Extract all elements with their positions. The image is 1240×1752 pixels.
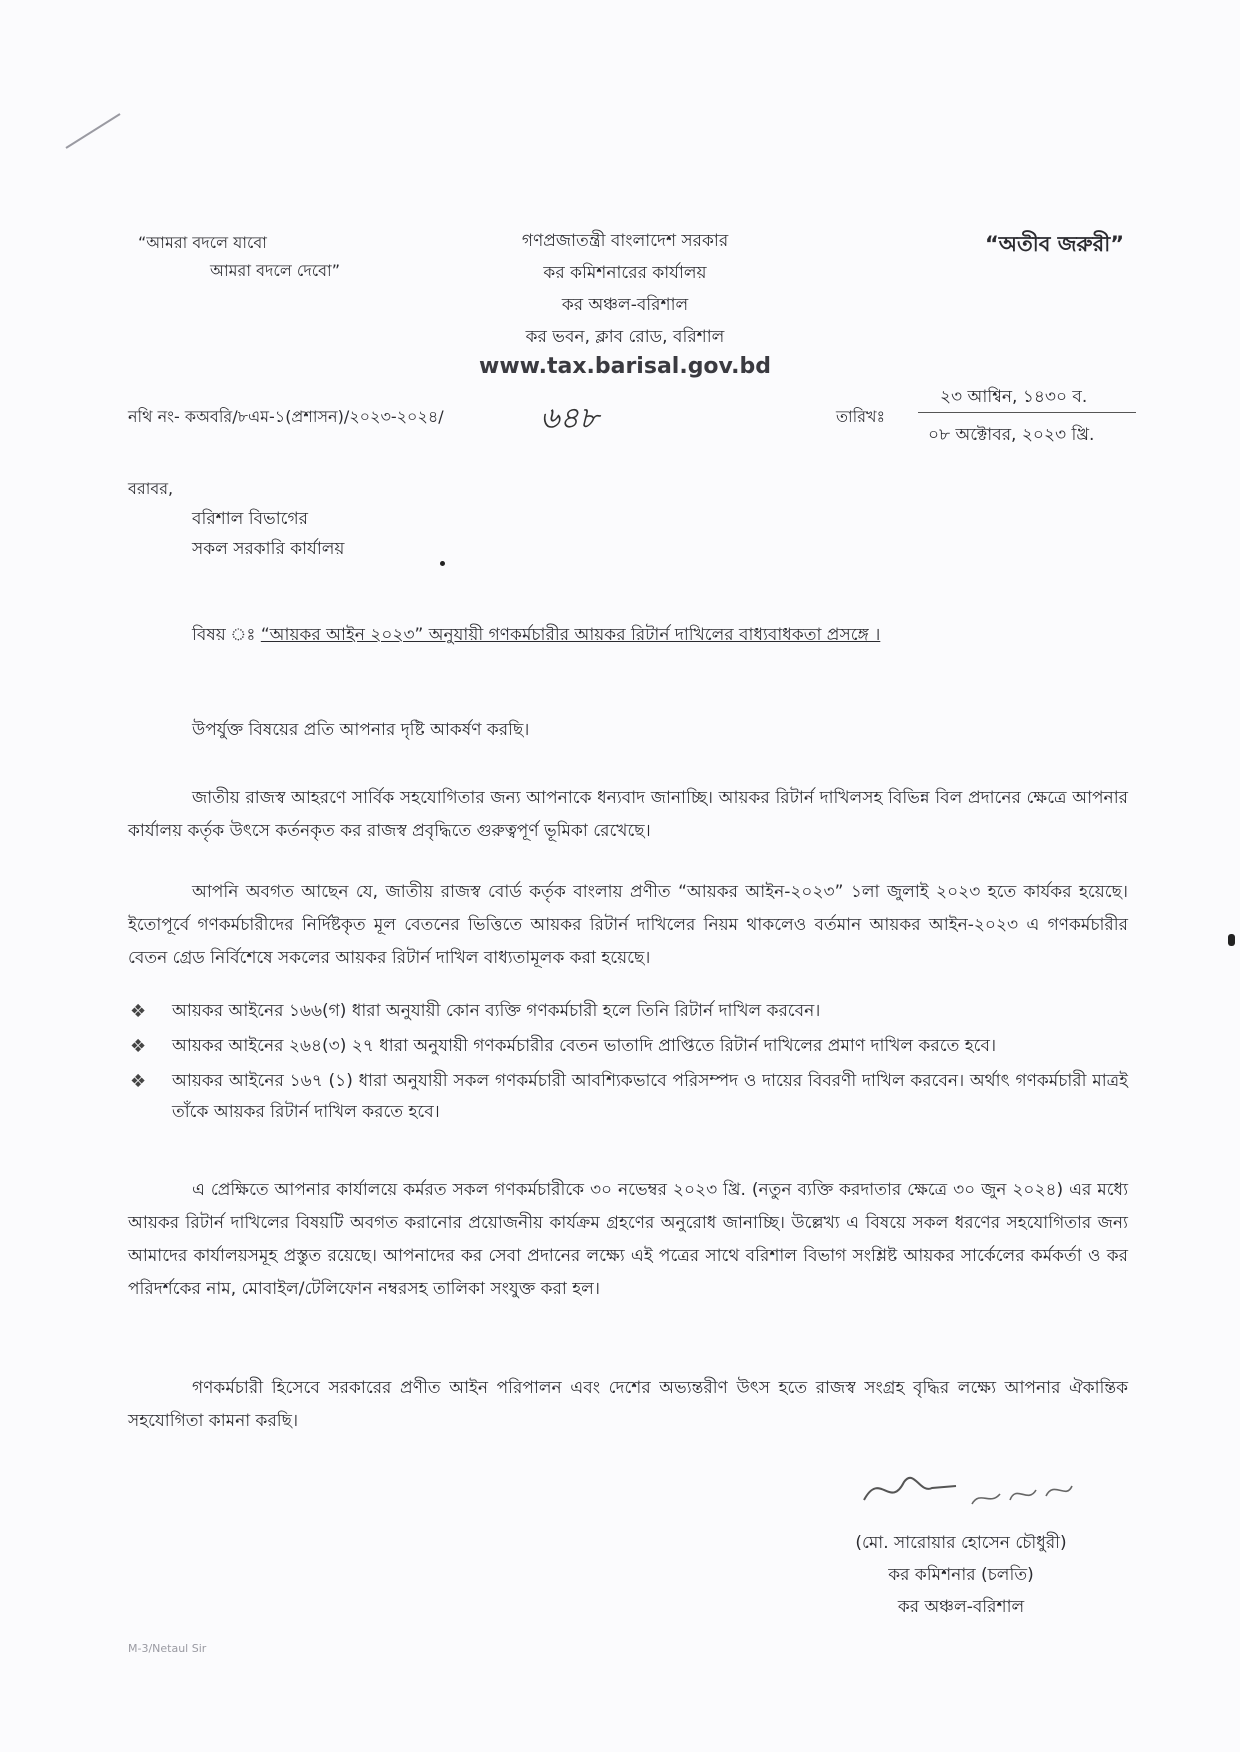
subject-line — [192, 622, 880, 650]
letterhead-government: গণপ্রজাতন্ত্রী বাংলাদেশ সরকার — [521, 231, 729, 251]
signatory-office: কর অঞ্চল-বরিশাল — [897, 1597, 1025, 1617]
diamond-bullet-icon: ❖ — [130, 1001, 147, 1022]
letterhead-website: www.tax.barisal.gov.bd — [479, 354, 771, 379]
footer-note: M-3/Netaul Sir — [128, 1642, 207, 1655]
urgency-label: “অতীব জরুরী” — [985, 232, 1125, 256]
paragraph-closing: গণকর্মচারী হিসেবে সরকারের প্রণীত আইন পরিপালন এবং দেশের অভ্যন্তরীণ উৎস হতে রাজস্ব সংগ্রহ বৃদ্ধির লক্ষ্যে আপনার ঐকান্তিক সহযোগিতা কামনা করছি। — [128, 1378, 1128, 1431]
list-item-text: আয়কর আইনের ২৬৪(৩) ২৭ ধারা অনুযায়ী গণকর্মচারীর বেতন ভাতাদি প্রাপ্তিতে রিটার্ন দাখিলের প্রমাণ দাখিল করতে হবে। — [172, 1036, 997, 1056]
date-bangla: ২৩ আশ্বিন, ১৪৩০ ব. — [940, 387, 1088, 407]
diamond-bullet-icon: ❖ — [130, 1071, 147, 1092]
scan-mark — [64, 104, 124, 154]
letterhead-zone: কর অঞ্চল-বরিশাল — [561, 295, 689, 315]
subject-text: “আয়কর আইন ২০২৩” অনুযায়ী গণকর্মচারীর আয়কর রিটার্ন দাখিলের বাধ্যবাধকতা প্রসঙ্গে । — [260, 625, 881, 645]
letterhead-address: কর ভবন, ক্লাব রোড, বরিশাল — [525, 327, 725, 347]
list-item — [128, 1066, 1128, 1128]
recipient-line-1: বরিশাল বিভাগের — [192, 509, 308, 529]
signature-scribble — [860, 1460, 1080, 1530]
signatory-name: (মো. সারোয়ার হোসেন চৌধুরী) — [855, 1533, 1067, 1553]
motto-line-1: “আমরা বদলে যাবো — [138, 233, 267, 252]
recipient-line-2: সকল সরকারি কার্যালয় — [192, 539, 345, 559]
scan-dot — [440, 561, 445, 566]
list-item — [128, 1031, 1128, 1062]
motto-line-2: আমরা বদলে দেবো” — [210, 261, 340, 280]
list-item-text: আয়কর আইনের ১৬৭ (১) ধারা অনুযায়ী সকল গণকর্মচারী আবশ্যিকভাবে পরিসম্পদ ও দায়ের বিবরণী দাখিল করবেন। অর্থাৎ গণকর্মচারী মাত্রই তাঁকে আয়কর রিটার্ন দাখিল করতে হবে। — [172, 1071, 1128, 1122]
salutation: বরাবর, — [128, 479, 174, 498]
paragraph-thanks: জাতীয় রাজস্ব আহরণে সার্বিক সহযোগিতার জন্য আপনাকে ধন্যবাদ জানাচ্ছি। আয়কর রিটার্ন দাখিলসহ বিভিন্ন বিল প্রদানের ক্ষেত্রে আপনার কার্যালয় কর্তৃক উৎসে কর্তনকৃত কর রাজস্ব প্রবৃদ্ধিতে গুরুত্বপূর্ণ ভূমিকা রেখেছে। — [128, 788, 1128, 841]
date-gregorian: ০৮ অক্টোবর, ২০২৩ খ্রি. — [928, 425, 1095, 445]
reference-label: নথি নং- কঅবরি/৮এম-১(প্রশাসন)/২০২৩-২০২৪/ — [128, 407, 444, 426]
date-label: তারিখঃ — [836, 407, 886, 426]
law-sections-list — [128, 996, 1128, 1132]
reference-number: ৬৪৮ — [540, 401, 599, 436]
date-divider — [918, 412, 1136, 413]
paragraph-law: আপনি অবগত আছেন যে, জাতীয় রাজস্ব বোর্ড কর্তৃক বাংলায় প্রণীত “আয়কর আইন-২০২৩” ১লা জুলাই ২০২৩ হতে কার্যকর হয়েছে। ইতোপূর্বে গণকর্মচারীদের নির্দিষ্টকৃত মূল বেতনের ভিত্তিতে আয়কর রিটার্ন দাখিলের নিয়ম থাকলেও বর্তমান আয়কর আইন-২০২৩ এ গণকর্মচারীর বেতন গ্রেড নির্বিশেষে সকলের আয়কর রিটার্ন দাখিল বাধ্যতামূলক করা হয়েছে। — [128, 882, 1128, 968]
signatory-title: কর কমিশনার (চলতি) — [888, 1565, 1034, 1585]
list-item-text: আয়কর আইনের ১৬৬(গ) ধারা অনুযায়ী কোন ব্যক্তি গণকর্মচারী হলে তিনি রিটার্ন দাখিল করবেন। — [172, 1001, 821, 1021]
diamond-bullet-icon: ❖ — [130, 1036, 147, 1057]
subject-label: বিষয় ঃ — [192, 625, 256, 645]
letterhead-office: কর কমিশনারের কার্যালয় — [543, 263, 707, 283]
paragraph-request: এ প্রেক্ষিতে আপনার কার্যালয়ে কর্মরত সকল গণকর্মচারীকে ৩০ নভেম্বর ২০২৩ খ্রি. (নতুন ব্যক্তি করদাতার ক্ষেত্রে ৩০ জুন ২০২৪) এর মধ্যে আয়কর রিটার্ন দাখিলের বিষয়টি অবগত করানোর প্রয়োজনীয় কার্যক্রম গ্রহণের অনুরোধ জানাচ্ছি। উল্লেখ্য এ বিষয়ে সকল ধরণের সহযোগিতার জন্য আমাদের কার্যালয়সমূহ প্রস্তুত রয়েছে। আপনাদের কর সেবা প্রদানের লক্ষ্যে এই পত্রের সাথে বরিশাল বিভাগ সংশ্লিষ্ট আয়কর সার্কেলের কর্মকর্তা ও কর পরিদর্শকের নাম, মোবাইল/টেলিফোন নম্বরসহ তালিকা সংযুক্ত করা হল। — [128, 1180, 1128, 1299]
opening-sentence: উপর্যুক্ত বিষয়ের প্রতি আপনার দৃষ্টি আকর্ষণ করছি। — [192, 720, 530, 740]
scan-dot — [1228, 934, 1235, 946]
list-item — [128, 996, 1128, 1027]
